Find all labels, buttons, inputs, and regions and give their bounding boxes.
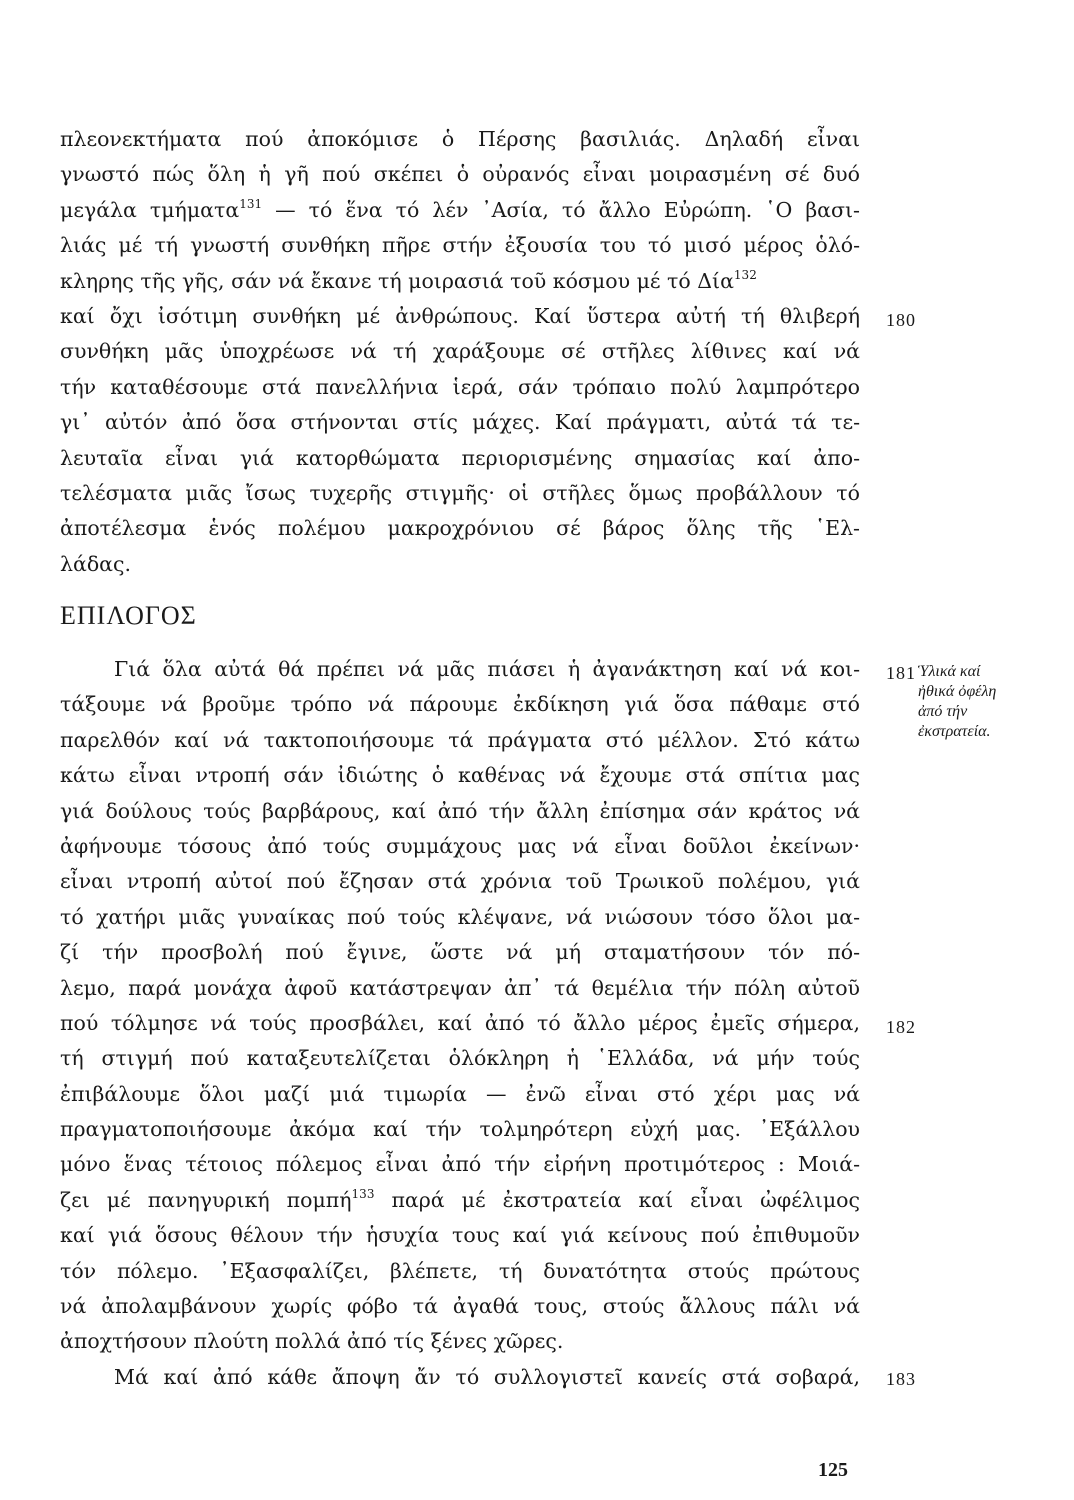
margin-section-number: 181	[886, 663, 916, 683]
margin-note-line: ἐκστρατεία.	[918, 723, 991, 740]
paragraph-1	[60, 122, 860, 582]
text-line: κληρης τῆς γῆς, σάν νά ἔκανε τή μοιρασιά τοῦ κόσμου μέ τό Δία$^{132}$	[60, 267, 757, 293]
footnote-ref-131[interactable]: 131	[239, 196, 263, 211]
margin-section-number: 180	[886, 310, 916, 330]
text-line: μόνο ἕνας τέτοιος πόλεμος εἶναι ἀπό τήν εἰρήνη προτιμότερος : Μοιά-	[60, 1152, 860, 1177]
text-line: τάξουμε νά βροῦμε τρόπο νά πάρουμε ἐκδίκηση γιά ὅσα πάθαμε στό	[60, 692, 860, 717]
margin-note-line: ἠθικά ὀφέλη	[918, 683, 997, 700]
text-line: τόν πόλεμο. ᾿Εξασφαλίζει, βλέπετε, τή δυνατότητα στούς πρώτους	[60, 1258, 860, 1283]
text-line: γνωστό πώς ὅλη ἡ γῆ πού σκέπει ὁ οὐρανός εἶναι μοιρασμένη σέ δυό	[60, 162, 860, 187]
text-line: ζί τήν προσβολή πού ἔγινε, ὥστε νά μή σταματήσουν τόν πό-	[60, 940, 860, 965]
page-number: 125	[818, 1459, 848, 1481]
margin-note-line: Ὑλικά καί	[918, 663, 981, 680]
text-line: τελέσματα μιᾶς ἴσως τυχερῆς στιγμῆς· οἱ στῆλες ὅμως προβάλλουν τό	[60, 480, 860, 505]
text-line: τό χατήρι μιᾶς γυναίκας πού τούς κλέψανε, νά νιώσουν τόσο ὅλοι μα-	[60, 904, 860, 929]
margin-note	[918, 662, 1058, 742]
footnote-ref-133[interactable]: 133	[351, 1186, 375, 1201]
text-line: λάδας.	[60, 551, 132, 576]
text-line: λιάς μέ τή γνωστή συνθήκη πῆρε στήν ἐξουσία του τό μισό μέρος ὁλό-	[60, 233, 860, 258]
text-line: μεγάλα τμήματα$^{131}$ — τό ἕνα τό λέν ᾿Ασία, τό ἄλλο Εὐρώπη. ῾Ο βασι-	[60, 196, 860, 222]
text-line: ζει μέ πανηγυρική πομπή$^{133}$ παρά μέ ἐκστρατεία καί εἶναι ὠφέλιμος	[60, 1186, 860, 1212]
text-line: καί γιά ὅσους θέλουν τήν ἡσυχία τους καί γιά κείνους πού ἐπιθυμοῦν	[60, 1223, 860, 1248]
text-line: κάτω εἶναι ντροπή σάν ἰδιώτης ὁ καθένας νά ἔχουμε στά σπίτια μας	[60, 763, 860, 788]
text-line: Γιά ὅλα αὐτά θά πρέπει νά μᾶς πιάσει ἡ ἀγανάκτηση καί νά κοι-	[114, 657, 860, 681]
text-line: νά ἀπολαμβάνουν χωρίς φόβο τά ἀγαθά τους, στούς ἄλλους πάλι νά	[60, 1294, 860, 1319]
margin-note-line: ἀπό τήν	[918, 703, 968, 720]
text-line: πλεονεκτήματα πού ἀποκόμισε ὁ Πέρσης βασιλιάς. Δηλαδή εἶναι	[60, 127, 860, 151]
text-line: Μά καί ἀπό κάθε ἄποψη ἄν τό συλλογιστεῖ κανείς στά σοβαρά,	[114, 1365, 860, 1389]
text-line: καί ὄχι ἰσότιμη συνθήκη μέ ἀνθρώπους. Καί ὕστερα αὐτή τή θλιβερή	[60, 303, 860, 328]
text-line: πού τόλμησε νά τούς προσβάλει, καί ἀπό τό ἄλλο μέρος ἐμεῖς σήμερα,	[60, 1010, 860, 1035]
paragraph-2	[60, 652, 860, 1360]
text-line: γιά δούλους τούς βαρβάρους, καί ἀπό τήν ἄλλη ἐπίσημα σάν κράτος νά	[60, 798, 860, 823]
text-line: παρελθόν καί νά τακτοποιήσουμε τά πράγματα στό μέλλον. Στό κάτω	[60, 727, 860, 752]
text-line: ἀποτέλεσμα ἑνός πολέμου μακροχρόνιου σέ βάρος ὅλης τῆς ῾Ελ-	[60, 516, 860, 541]
text-line: ἀποχτήσουν πλούτη πολλά ἀπό τίς ξένες χῶρες.	[60, 1329, 564, 1354]
text-line: γι᾿ αὐτόν ἀπό ὅσα στήνονται στίς μάχες. Καί πράγματι, αὐτά τά τε-	[60, 410, 860, 435]
footnote-ref-132[interactable]: 132	[733, 267, 757, 282]
text-line: λεμο, παρά μονάχα ἀφοῦ κατάστρεψαν ἀπ᾿ τά θεμέλια τήν πόλη αὐτοῦ	[60, 975, 860, 1000]
text-line: τήν καταθέσουμε στά πανελλήνια ἱερά, σάν τρόπαιο πολύ λαμπρότερο	[60, 374, 860, 399]
text-line: πραγματοποιήσουμε ἀκόμα καί τήν τολμηρότερη εὐχή μας. ᾿Εξάλλου	[60, 1117, 860, 1142]
paragraph-3	[60, 1360, 860, 1395]
text-line: εἶναι ντροπή αὐτοί πού ἔζησαν στά χρόνια τοῦ Τρωικοῦ πολέμου, γιά	[60, 869, 860, 894]
section-heading: ΕΠΙΛΟΓΟΣ	[60, 601, 197, 630]
text-line: τή στιγμή πού καταξευτελίζεται ὁλόκληρη ἡ ῾Ελλάδα, νά μήν τούς	[60, 1046, 860, 1071]
text-line: συνθήκη μᾶς ὑποχρέωσε νά τή χαράξουμε σέ στῆλες λίθινες καί νά	[60, 339, 860, 364]
text-line: ἐπιβάλουμε ὅλοι μαζί μιά τιμωρία — ἐνῶ εἶναι στό χέρι μας νά	[60, 1081, 860, 1106]
text-line: ἀφήνουμε τόσους ἀπό τούς συμμάχους μας νά εἶναι δοῦλοι ἐκείνων·	[60, 833, 860, 858]
margin-section-number: 182	[886, 1017, 916, 1037]
margin-section-number: 183	[886, 1369, 916, 1389]
text-line: λευταῖα εἶναι γιά κατορθώματα περιορισμένης σημασίας καί ἀπο-	[60, 445, 860, 470]
